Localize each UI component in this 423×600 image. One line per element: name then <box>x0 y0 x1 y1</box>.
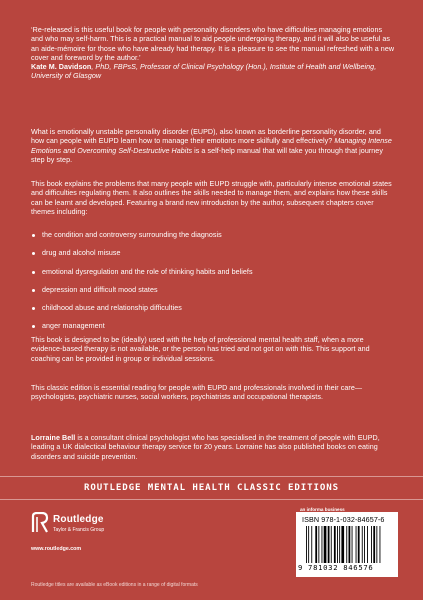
list-item <box>31 231 391 240</box>
themes-list <box>31 231 391 341</box>
book-title-italic: Managing Intense Emotions and Overcoming Self-Destructive Habits <box>31 137 392 155</box>
audience-text: This classic edition is essential reading for people with EUPD and professionals involved in their care—psychologists, psychiatric nurses, social workers, psychiatrists and occupational therapists. <box>31 384 363 402</box>
list-item <box>31 249 391 258</box>
publisher-logo <box>31 510 151 550</box>
bullet-dot <box>32 252 35 255</box>
list-item-text: childhood abuse and relationship difficulties <box>42 304 182 313</box>
intro-text-after: is a self-help manual that will take you through that journey step by step. <box>31 146 383 164</box>
intro-text: What is emotionally unstable personality disorder (EUPD), also known as borderline personality disorder, and how can people with EUPD learn how to manage their emotions more skilfully and effectively? <box>31 128 381 146</box>
bullet-dot <box>32 271 35 274</box>
list-item-text: anger management <box>42 322 105 331</box>
quote-attribution <box>31 63 395 82</box>
isbn-number: ISBN 978-1-032-84657-6 <box>302 515 385 524</box>
informa-tagline: an informa business <box>300 507 345 512</box>
usage-paragraph <box>31 336 395 364</box>
usage-text: This book is designed to be (ideally) used with the help of professional mental health staff, when a more evidence-based therapy is not available, or the person has tried and not got on with this. This support and coaching can be provided in group or individual sessions. <box>31 336 370 363</box>
publisher-url: www.routledge.com <box>31 546 82 552</box>
barcode-icon <box>306 526 391 563</box>
author-name: Lorraine Bell <box>31 434 76 442</box>
series-title: ROUTLEDGE MENTAL HEALTH CLASSIC EDITIONS <box>84 483 339 493</box>
list-item-text: depression and difficult mood states <box>42 285 158 294</box>
bullet-dot <box>32 307 35 310</box>
list-item <box>31 322 391 331</box>
author-bio-text: is a consultant clinical psychologist who has specialised in the treatment of people with EUPD, leading a UK dialectical behaviour therapy service for 20 years. Lorraine has also published books on eating disorders and suicide prevention. <box>31 434 380 461</box>
barcode-digits: 9 781032 846576 <box>298 563 374 572</box>
isbn-barcode <box>296 512 398 577</box>
publisher-group: Taylor & Francis Group <box>53 527 105 533</box>
list-item-text: drug and alcohol misuse <box>42 249 121 258</box>
ebook-footnote: Routledge titles are available as eBook editions in a range of digital formats <box>31 582 198 588</box>
list-item <box>31 304 391 313</box>
list-item <box>31 286 391 295</box>
quote-author: Kate M. Davidson <box>31 63 92 72</box>
publisher-name: Routledge <box>53 514 104 525</box>
author-bio <box>31 434 395 462</box>
endorsement-quote <box>31 26 395 82</box>
description-text: This book explains the problems that many people with EUPD struggle with, particularly intense emotional states and difficulties regulating them. It also outlines the skills needed to manage them, and explains how these skills can be learnt and developed. Featuring a brand new introduction by the author, subsequent chapters cover themes including: <box>31 180 392 216</box>
bullet-dot <box>32 325 35 328</box>
list-item <box>31 268 391 277</box>
quote-credentials: , PhD, FBPsS, Professor of Clinical Psychology (Hon.), Institute of Health and Wellbeing, University of Glasgow <box>31 63 377 81</box>
list-item-text: emotional dysregulation and the role of thinking habits and beliefs <box>42 267 253 276</box>
description-paragraph <box>31 180 395 217</box>
bullet-dot <box>32 234 35 237</box>
quote-text: ‘Re-released is this useful book for people with personality disorders who have difficulties managing emotions and who may self-harm. This is a practical manual to aid people undergoing therapy, and it will also be useful as an aide-mémoire for those who have already had therapy. It is a pleasure to see the manual refreshed with a new cover and foreword by the author.’ <box>31 26 395 62</box>
routledge-logo-icon <box>31 512 49 534</box>
audience-paragraph <box>31 384 395 403</box>
bullet-dot <box>32 289 35 292</box>
series-banner <box>0 476 423 500</box>
intro-paragraph <box>31 128 395 165</box>
list-item-text: the condition and controversy surrounding the diagnosis <box>42 231 222 239</box>
